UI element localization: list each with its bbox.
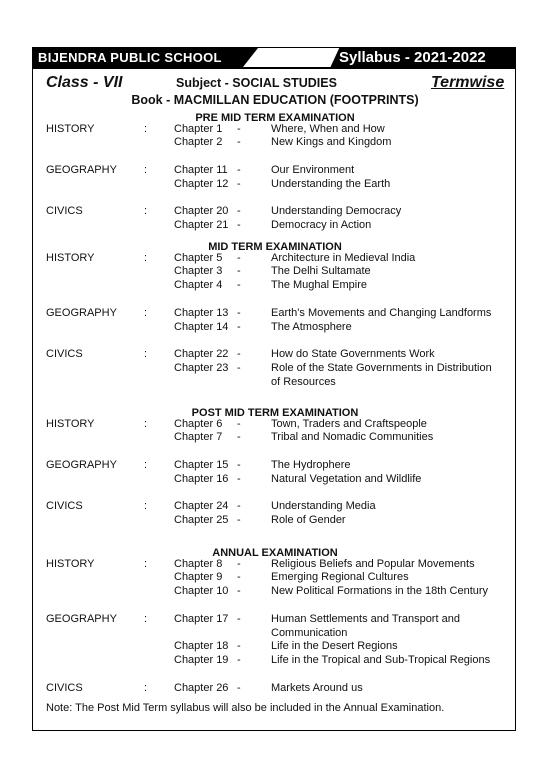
subject-label: Subject - SOCIAL STUDIES [176, 76, 337, 90]
chapter-topic: Earth's Movements and Changing Landforms [271, 306, 492, 319]
dash-separator: - [237, 681, 241, 694]
dash-separator: - [237, 500, 241, 513]
chapter-topic: The Atmosphere [271, 320, 352, 333]
subject-name: GEOGRAPHY [46, 458, 117, 471]
dash-separator: - [237, 514, 241, 527]
chapter-number: Chapter 9 [174, 571, 223, 584]
dash-separator: - [237, 640, 241, 653]
dash-separator: - [237, 654, 241, 667]
chapter-number: Chapter 15 [174, 458, 229, 471]
chapter-number: Chapter 13 [174, 306, 229, 319]
subject-name: HISTORY [46, 417, 95, 430]
chapter-topic: Religious Beliefs and Popular Movements [271, 557, 475, 570]
chapter-topic: Role of the State Governments in Distribution [271, 361, 492, 374]
subject-name: HISTORY [46, 251, 95, 264]
subject-name: CIVICS [46, 500, 83, 513]
exam-heading: PRE MID TERM EXAMINATION [195, 112, 355, 124]
dash-separator: - [237, 177, 241, 190]
chapter-topic-continued: Communication [271, 626, 348, 639]
colon-separator: : [144, 458, 148, 471]
dash-separator: - [237, 279, 241, 292]
subject-name: GEOGRAPHY [46, 612, 117, 625]
dash-separator: - [237, 163, 241, 176]
exam-heading: ANNUAL EXAMINATION [212, 547, 338, 559]
termwise-label: Termwise [431, 74, 505, 91]
chapter-topic: Architecture in Medieval India [271, 251, 416, 264]
chapter-topic: Life in the Desert Regions [271, 640, 398, 653]
footer-note: Note: The Post Mid Term syllabus will also be included in the Annual Examination. [46, 702, 445, 714]
chapter-topic: The Mughal Empire [271, 279, 367, 292]
class-label: Class - VII [46, 74, 123, 91]
chapter-number: Chapter 21 [174, 219, 229, 232]
colon-separator: : [144, 681, 148, 694]
chapter-number: Chapter 23 [174, 361, 229, 374]
subject-name: GEOGRAPHY [46, 306, 117, 319]
dash-separator: - [237, 265, 241, 278]
dash-separator: - [237, 122, 241, 135]
dash-separator: - [237, 431, 241, 444]
dash-separator: - [237, 219, 241, 232]
chapter-number: Chapter 2 [174, 136, 223, 149]
dash-separator: - [237, 251, 241, 264]
exam-heading: MID TERM EXAMINATION [208, 241, 342, 253]
dash-separator: - [237, 205, 241, 218]
chapter-topic-continued: of Resources [271, 375, 336, 388]
chapter-topic: Life in the Tropical and Sub-Tropical Regions [271, 654, 491, 667]
school-name: BIJENDRA PUBLIC SCHOOL [38, 50, 222, 65]
dash-separator: - [237, 557, 241, 570]
chapter-number: Chapter 4 [174, 279, 223, 292]
dash-separator: - [237, 136, 241, 149]
chapter-topic: Emerging Regional Cultures [271, 571, 409, 584]
chapter-topic: Tribal and Nomadic Communities [271, 431, 434, 444]
chapter-topic: Markets Around us [271, 681, 363, 694]
chapter-topic: New Political Formations in the 18th Century [271, 585, 489, 598]
chapter-number: Chapter 1 [174, 122, 223, 135]
subject-name: CIVICS [46, 681, 83, 694]
chapter-number: Chapter 16 [174, 472, 229, 485]
subject-name: GEOGRAPHY [46, 163, 117, 176]
colon-separator: : [144, 417, 148, 430]
subject-name: CIVICS [46, 205, 83, 218]
colon-separator: : [144, 251, 148, 264]
colon-separator: : [144, 612, 148, 625]
chapter-number: Chapter 8 [174, 557, 223, 570]
chapter-number: Chapter 10 [174, 585, 229, 598]
colon-separator: : [144, 163, 148, 176]
dash-separator: - [237, 320, 241, 333]
dash-separator: - [237, 348, 241, 361]
chapter-topic: Town, Traders and Craftspeople [271, 417, 427, 430]
chapter-topic: The Delhi Sultamate [271, 265, 371, 278]
dash-separator: - [237, 612, 241, 625]
chapter-number: Chapter 25 [174, 514, 229, 527]
chapter-topic: The Hydrophere [271, 458, 351, 471]
chapter-number: Chapter 18 [174, 640, 229, 653]
subject-name: HISTORY [46, 122, 95, 135]
chapter-number: Chapter 7 [174, 431, 223, 444]
colon-separator: : [144, 306, 148, 319]
chapter-number: Chapter 12 [174, 177, 229, 190]
chapter-topic: Human Settlements and Transport and [271, 612, 460, 625]
dash-separator: - [237, 571, 241, 584]
colon-separator: : [144, 205, 148, 218]
chapter-number: Chapter 5 [174, 251, 223, 264]
chapter-number: Chapter 6 [174, 417, 223, 430]
exam-heading: POST MID TERM EXAMINATION [191, 407, 359, 419]
dash-separator: - [237, 458, 241, 471]
chapter-number: Chapter 19 [174, 654, 229, 667]
colon-separator: : [144, 122, 148, 135]
book-title: Book - MACMILLAN EDUCATION (FOOTPRINTS) [131, 93, 419, 107]
colon-separator: : [144, 500, 148, 513]
dash-separator: - [237, 306, 241, 319]
chapter-number: Chapter 17 [174, 612, 229, 625]
subject-name: CIVICS [46, 348, 83, 361]
chapter-topic: How do State Governments Work [271, 348, 435, 361]
chapter-number: Chapter 22 [174, 348, 229, 361]
dash-separator: - [237, 361, 241, 374]
subject-name: HISTORY [46, 557, 95, 570]
chapter-number: Chapter 3 [174, 265, 223, 278]
chapter-number: Chapter 20 [174, 205, 229, 218]
chapter-topic: Our Environment [271, 163, 355, 176]
chapter-topic: Understanding Democracy [271, 205, 402, 218]
dash-separator: - [237, 417, 241, 430]
chapter-topic: Natural Vegetation and Wildlife [271, 472, 422, 485]
dash-separator: - [237, 472, 241, 485]
chapter-number: Chapter 11 [174, 163, 228, 176]
header-rule [33, 67, 516, 69]
chapter-topic: New Kings and Kingdom [271, 136, 392, 149]
chapter-topic: Where, When and How [271, 122, 385, 135]
chapter-topic: Understanding the Earth [271, 177, 391, 190]
chapter-number: Chapter 26 [174, 681, 229, 694]
chapter-topic: Understanding Media [271, 500, 376, 513]
colon-separator: : [144, 557, 148, 570]
chapter-number: Chapter 24 [174, 500, 229, 513]
syllabus-year: Syllabus - 2021-2022 [339, 49, 486, 66]
chapter-topic: Democracy in Action [271, 219, 372, 232]
chapter-number: Chapter 14 [174, 320, 229, 333]
dash-separator: - [237, 585, 241, 598]
chapter-topic: Role of Gender [271, 514, 346, 527]
colon-separator: : [144, 348, 148, 361]
